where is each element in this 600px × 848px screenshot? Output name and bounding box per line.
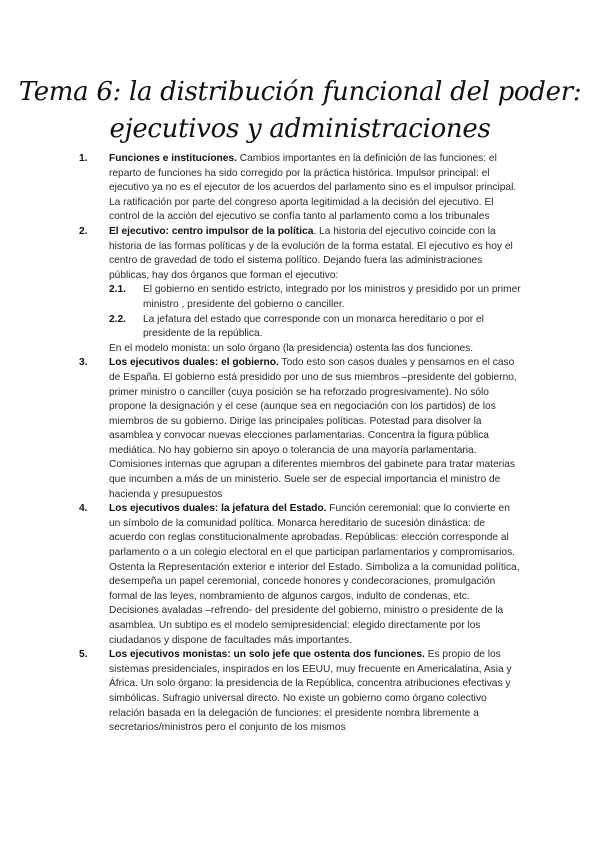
sub-item-text: La jefatura del estado que corresponde con un monarca hereditario o por el presidente de la república. (143, 313, 484, 340)
item-text: Función ceremonial: que lo convierte en un símbolo de la comunidad política. Monarca hereditario de sucesión dinástica: de acuerdo con reglas constitucionalmente aprobadas. Repúblicas: elección corresponde al parlamento o a un colegio electoral en el que participan parlamentarios y compromisarios. Ostenta la Representación exterior e interior del Estado. Simboliza a la comunidad política, desempeña un papel ceremonial, concede honores y condecoraciones, promulgación formal de las leyes, nombramiento de algunos cargos, indulto de condenas, etc. Decisiones avaladas –refrendo- del presidente del gobierno, ministro o presidente de la asamblea. Un subtipo es el modelo semipresidencial: elegido directamente por los ciudadanos y dispone de facultades más importantes. (109, 503, 520, 646)
sub-item-number: 2.2. (109, 313, 126, 325)
item-number: 5. (79, 649, 88, 661)
item-text: Es propio de los sistemas presidenciales, inspirados en los EEUU, muy frecuente en Americalatina, Asia y África. Un solo órgano: la presidencia de la República, concentra atribuciones efectivas y simbólicas. Sufragio universal directo. No existe un gobierno como órgano colectivo relación basada en la delegación de funciones: el presidente nombra libremente a secretarios/ministros pero el conjunto de los mismos (109, 649, 512, 734)
list-item (79, 152, 521, 225)
list-item (79, 502, 521, 648)
item-number: 4. (79, 503, 88, 515)
list-item (79, 356, 521, 502)
page-title-line-2: ejecutivos y administraciones (109, 114, 491, 144)
item-heading: Funciones e instituciones. (109, 153, 237, 164)
item-text: Cambios importantes en la definición de las funciones: el reparto de funciones ha sido corregido por la práctica histórica. Impulsor principal: el ejecutivo ya no es el ejecutor de los acuerdos del parlamento sino es el impulsor principal. La ratificación por parte del congreso aporta legitimidad a la decisión del ejecutivo. El control de la acción del ejecutivo se confía tanto al parlamento como a los tribunales (109, 153, 517, 223)
item-heading: El ejecutivo: centro impulsor de la política (109, 225, 314, 237)
sub-item (79, 283, 521, 312)
sub-item-text: El gobierno en sentido estricto, integrado por los ministros y presidido por un primer ministro , presidente del gobierno o canciller. (143, 284, 521, 310)
sub-item-number: 2.1. (109, 284, 126, 296)
list-item (79, 225, 521, 283)
document-body (79, 152, 521, 736)
item-number: 2. (79, 225, 88, 237)
item-note: En el modelo monista: un solo órgano (la presidencia) ostenta las dos funciones. (109, 342, 474, 354)
item-heading: Los ejecutivos monistas: un solo jefe que ostenta dos funciones. (109, 649, 425, 661)
list-item (79, 648, 521, 736)
item-text: Todo esto son casos duales y pensamos en el caso de España. El gobierno está presidido por uno de sus miembros –presidente del gobierno, primer ministro o canciller (cuya posición se ha reforzado progresivamente). No sólo propone la designación y el cese (aunque sea en negociación con los partidos) de los miembros de su gobierno. Dirige las principales políticas. Potestad para disolver la asamblea y convocar nuevas elecciones parlamentarias. Concentra la figura pública mediática. No hay gobierno sin apoyo o tolerancia de una mayoría parlamentaria. Comisiones internas que agrupan a diferentes miembros del gabinete para tratar materias que incumben a más de un ministerio. Suele ser de especial importancia el ministro de hacienda y presupuestos (109, 357, 517, 500)
page-title-line-1: Tema 6: la distribución funcional del poder: (18, 77, 582, 107)
item-text: . La historia del ejecutivo coincide con la historia de las formas políticas y de la evolución de la forma estatal. El ejecutivo es hoy el centro de gravedad de todo el sistema político. Dejando fuera las administraciones públicas, hay dos órganos que forman el ejecutivo: (109, 225, 513, 281)
item-number: 3. (79, 357, 88, 369)
sub-item (79, 313, 521, 342)
item-heading: Los ejecutivos duales: el gobierno. (109, 357, 279, 369)
item-number: 1. (79, 153, 88, 164)
item-heading: Los ejecutivos duales: la jefatura del Estado. (109, 503, 327, 515)
